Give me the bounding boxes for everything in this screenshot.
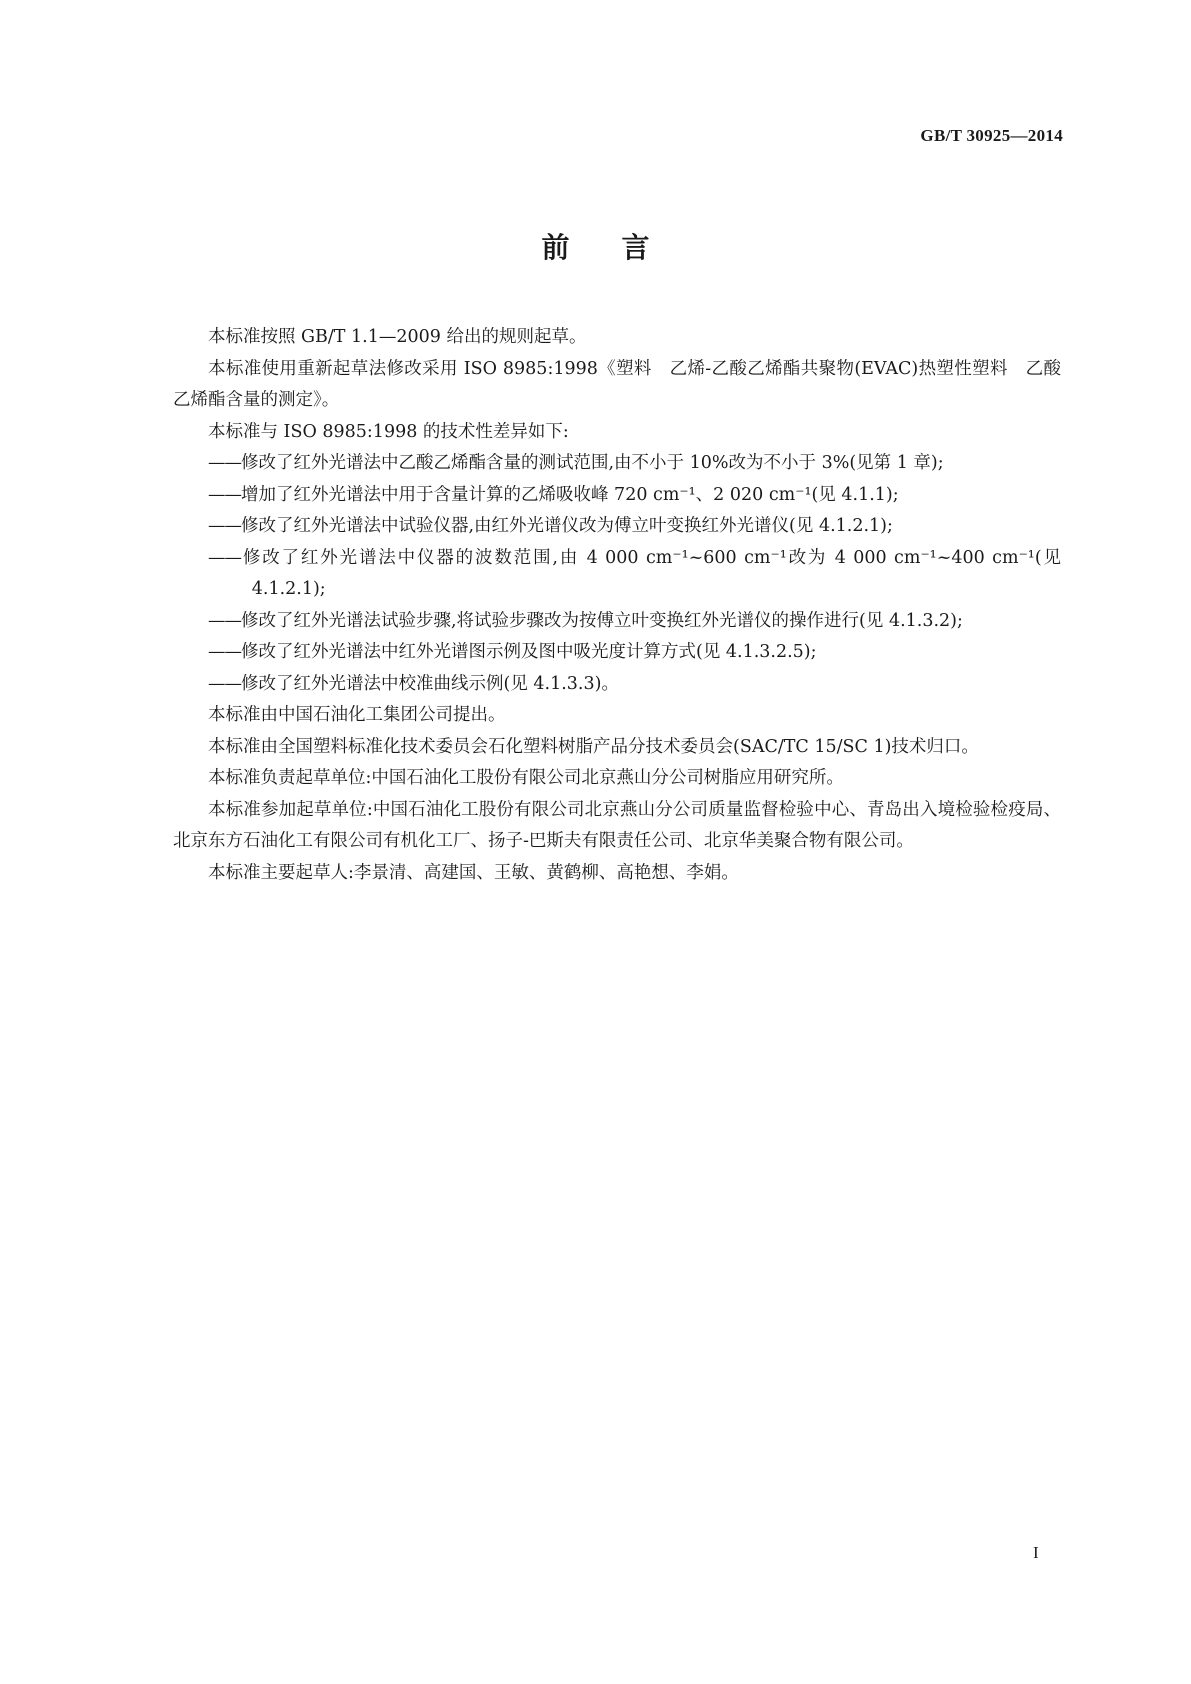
foreword-body	[173, 322, 1061, 889]
paragraph-participating-drafters: 本标准参加起草单位:中国石油化工股份有限公司北京燕山分公司质量监督检验中心、青岛出入境检验检疫局、北京东方石油化工有限公司有机化工厂、扬子-巴斯夫有限责任公司、北京华美聚合物有限公司。	[173, 799, 1061, 851]
list-item	[173, 448, 1061, 480]
list-item-text: 修改了红外光谱法试验步骤,将试验步骤改为按傅立叶变换红外光谱仪的操作进行(见 4.1.3.2);	[241, 610, 963, 631]
list-item-text: 修改了红外光谱法中校准曲线示例(见 4.1.3.3)。	[241, 673, 619, 694]
list-item	[173, 480, 1061, 512]
list-item-text: 修改了红外光谱法中乙酸乙烯酯含量的测试范围,由不小于 10%改为不小于 3%(见第 1 章);	[241, 453, 944, 473]
list-dash: ——	[208, 547, 241, 568]
list-item	[173, 511, 1061, 543]
paragraph-lead-drafter: 本标准负责起草单位:中国石油化工股份有限公司北京燕山分公司树脂应用研究所。	[208, 768, 844, 788]
list-item-text: 修改了红外光谱法中仪器的波数范围,由 4 000 cm⁻¹~600 cm⁻¹改为 4 000 cm⁻¹~400 cm⁻¹(见 4.1.2.1);	[241, 547, 1061, 599]
paragraph-main-drafters: 本标准主要起草人:李景清、高建国、王敏、黄鹤柳、高艳想、李娟。	[208, 862, 739, 883]
paragraph-adoption: 本标准使用重新起草法修改采用 ISO 8985:1998《塑料 乙烯-乙酸乙烯酯共聚物(EVAC)热塑性塑料 乙酸乙烯酯含量的测定》。	[173, 358, 1061, 410]
difference-list	[173, 448, 1061, 700]
page-title	[0, 226, 1191, 266]
list-dash: ——	[208, 516, 241, 536]
paragraph-proposer: 本标准由中国石油化工集团公司提出。	[208, 705, 506, 725]
page-title-char-2: 言	[621, 231, 650, 264]
list-item-text: 修改了红外光谱法中红外光谱图示例及图中吸光度计算方式(见 4.1.3.2.5);	[241, 642, 817, 662]
list-dash: ——	[208, 484, 241, 505]
list-item-text: 修改了红外光谱法中试验仪器,由红外光谱仪改为傅立叶变换红外光谱仪(见 4.1.2.1);	[241, 516, 893, 536]
page-number: I	[1033, 1543, 1039, 1562]
list-item	[173, 669, 1061, 701]
page-title-char-1: 前	[541, 231, 570, 264]
list-dash: ——	[208, 610, 241, 631]
list-item	[173, 637, 1061, 669]
paragraph-drafting-rules: 本标准按照 GB/T 1.1—2009 给出的规则起草。	[208, 327, 587, 347]
list-dash: ——	[208, 673, 241, 694]
list-item	[173, 606, 1061, 638]
list-item	[173, 543, 1061, 606]
paragraph-committee: 本标准由全国塑料标准化技术委员会石化塑料树脂产品分技术委员会(SAC/TC 15/SC 1)技术归口。	[208, 736, 979, 757]
list-item-text: 增加了红外光谱法中用于含量计算的乙烯吸收峰 720 cm⁻¹、2 020 cm⁻¹(见 4.1.1);	[241, 484, 899, 505]
list-dash: ——	[208, 642, 241, 662]
standard-number: GB/T 30925—2014	[920, 126, 1063, 145]
list-dash: ——	[208, 453, 241, 473]
paragraph-differences-intro: 本标准与 ISO 8985:1998 的技术性差异如下:	[208, 421, 569, 442]
